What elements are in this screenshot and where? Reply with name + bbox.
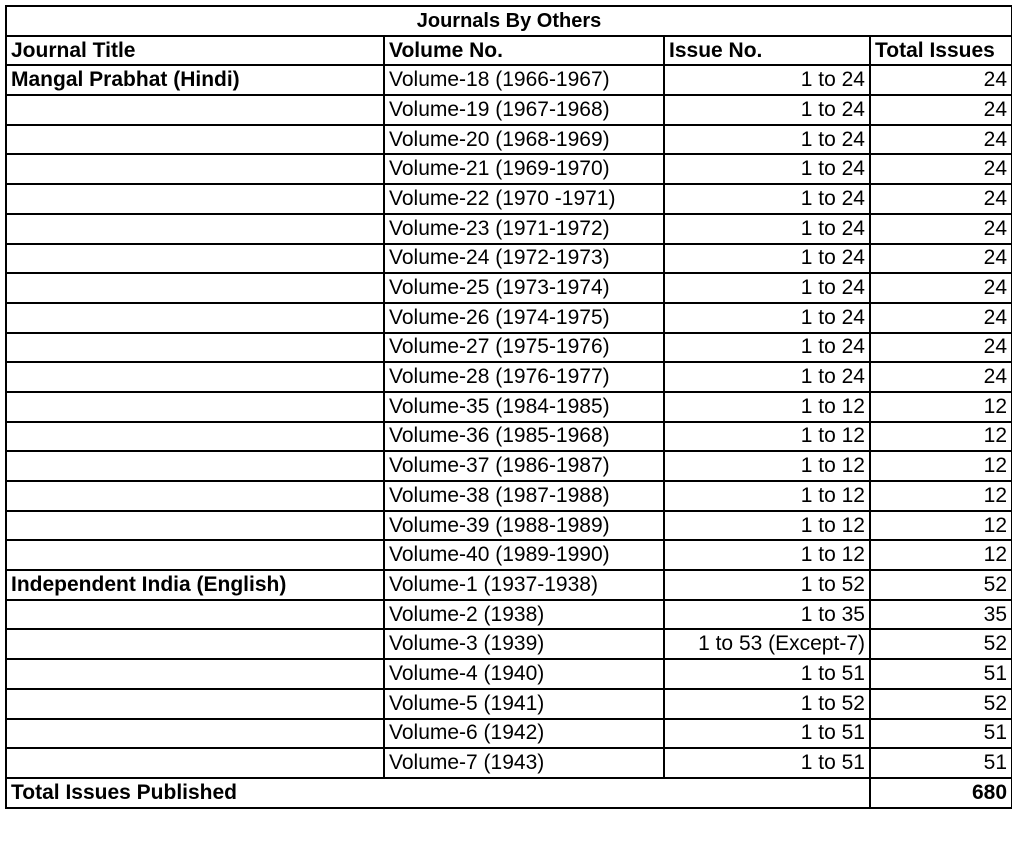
journal-cell[interactable] [6,244,384,274]
table-row [6,719,1012,749]
total-cell[interactable]: 12 [870,422,1012,452]
issue-cell[interactable]: 1 to 52 [664,570,870,600]
journal-cell[interactable] [6,333,384,363]
issue-cell[interactable]: 1 to 24 [664,333,870,363]
journal-cell[interactable] [6,748,384,778]
issue-cell[interactable]: 1 to 51 [664,659,870,689]
total-cell[interactable]: 51 [870,659,1012,689]
journal-cell[interactable] [6,303,384,333]
volume-cell[interactable]: Volume-25 (1973-1974) [384,273,664,303]
volume-cell[interactable]: Volume-27 (1975-1976) [384,333,664,363]
issue-cell[interactable]: 1 to 12 [664,511,870,541]
table-row [6,125,1012,155]
journal-cell[interactable] [6,689,384,719]
volume-cell[interactable]: Volume-3 (1939) [384,629,664,659]
table-row [6,422,1012,452]
header-volume-no[interactable]: Volume No. [384,36,664,66]
journal-cell[interactable] [6,481,384,511]
table-row [6,748,1012,778]
journal-cell[interactable] [6,214,384,244]
journal-cell[interactable] [6,184,384,214]
table-title[interactable]: Journals By Others [6,6,1012,36]
total-cell[interactable]: 24 [870,303,1012,333]
volume-cell[interactable]: Volume-36 (1985-1968) [384,422,664,452]
table-row [6,570,1012,600]
total-cell[interactable]: 52 [870,570,1012,600]
volume-cell[interactable]: Volume-23 (1971-1972) [384,214,664,244]
total-row [6,778,1012,808]
grand-total-cell[interactable]: 680 [870,778,1012,808]
journal-cell[interactable]: Mangal Prabhat (Hindi) [6,65,384,95]
journal-cell[interactable] [6,154,384,184]
table-row [6,273,1012,303]
issue-cell[interactable]: 1 to 24 [664,154,870,184]
table-row [6,481,1012,511]
volume-cell[interactable]: Volume-20 (1968-1969) [384,125,664,155]
journals-table [5,5,1012,809]
journal-cell[interactable] [6,273,384,303]
table-row [6,600,1012,630]
journal-cell[interactable] [6,362,384,392]
issue-cell[interactable]: 1 to 24 [664,244,870,274]
total-cell[interactable]: 12 [870,540,1012,570]
total-cell[interactable]: 52 [870,629,1012,659]
volume-cell[interactable]: Volume-6 (1942) [384,719,664,749]
total-cell[interactable]: 12 [870,511,1012,541]
total-cell[interactable]: 24 [870,362,1012,392]
table-row [6,95,1012,125]
journal-cell[interactable] [6,95,384,125]
total-cell[interactable]: 12 [870,451,1012,481]
volume-cell[interactable]: Volume-37 (1986-1987) [384,451,664,481]
volume-cell[interactable]: Volume-19 (1967-1968) [384,95,664,125]
journal-cell[interactable] [6,540,384,570]
total-cell[interactable]: 52 [870,689,1012,719]
issue-cell[interactable]: 1 to 24 [664,65,870,95]
header-total-issues[interactable]: Total Issues [870,36,1012,66]
volume-cell[interactable]: Volume-5 (1941) [384,689,664,719]
header-row [6,36,1012,66]
journal-cell[interactable] [6,451,384,481]
journal-cell[interactable] [6,125,384,155]
volume-cell[interactable]: Volume-2 (1938) [384,600,664,630]
total-cell[interactable]: 35 [870,600,1012,630]
issue-cell[interactable]: 1 to 12 [664,481,870,511]
journal-cell[interactable]: Independent India (English) [6,570,384,600]
journal-cell[interactable] [6,511,384,541]
table-row [6,65,1012,95]
table-row [6,629,1012,659]
total-cell[interactable]: 24 [870,184,1012,214]
journal-cell[interactable] [6,392,384,422]
table-row [6,362,1012,392]
total-cell[interactable]: 24 [870,125,1012,155]
table-row [6,511,1012,541]
issue-cell[interactable]: 1 to 24 [664,184,870,214]
total-cell[interactable]: 24 [870,333,1012,363]
volume-cell[interactable]: Volume-18 (1966-1967) [384,65,664,95]
journal-cell[interactable] [6,659,384,689]
volume-cell[interactable]: Volume-24 (1972-1973) [384,244,664,274]
total-label-cell[interactable]: Total Issues Published [6,778,870,808]
issue-cell[interactable]: 1 to 24 [664,303,870,333]
issue-cell[interactable]: 1 to 51 [664,719,870,749]
issue-cell[interactable]: 1 to 51 [664,748,870,778]
volume-cell[interactable]: Volume-38 (1987-1988) [384,481,664,511]
volume-cell[interactable]: Volume-1 (1937-1938) [384,570,664,600]
journal-cell[interactable] [6,629,384,659]
header-issue-no[interactable]: Issue No. [664,36,870,66]
table-row [6,154,1012,184]
title-row [6,6,1012,36]
total-cell[interactable]: 12 [870,481,1012,511]
journal-cell[interactable] [6,719,384,749]
total-cell[interactable]: 24 [870,273,1012,303]
issue-cell[interactable]: 1 to 12 [664,392,870,422]
total-cell[interactable]: 24 [870,244,1012,274]
table-row [6,244,1012,274]
issue-cell[interactable]: 1 to 24 [664,273,870,303]
issue-cell[interactable]: 1 to 53 (Except-7) [664,629,870,659]
total-cell[interactable]: 51 [870,719,1012,749]
issue-cell[interactable]: 1 to 24 [664,362,870,392]
table-row [6,333,1012,363]
volume-cell[interactable]: Volume-22 (1970 -1971) [384,184,664,214]
journal-cell[interactable] [6,600,384,630]
table-row [6,303,1012,333]
table-row [6,451,1012,481]
table-row [6,392,1012,422]
volume-cell[interactable]: Volume-26 (1974-1975) [384,303,664,333]
issue-cell[interactable]: 1 to 12 [664,540,870,570]
table-row [6,689,1012,719]
issue-cell[interactable]: 1 to 24 [664,214,870,244]
volume-cell[interactable]: Volume-4 (1940) [384,659,664,689]
issue-cell[interactable]: 1 to 24 [664,95,870,125]
volume-cell[interactable]: Volume-7 (1943) [384,748,664,778]
volume-cell[interactable]: Volume-39 (1988-1989) [384,511,664,541]
issue-cell[interactable]: 1 to 35 [664,600,870,630]
header-journal-title[interactable]: Journal Title [6,36,384,66]
table-row [6,659,1012,689]
total-cell[interactable]: 24 [870,65,1012,95]
volume-cell[interactable]: Volume-35 (1984-1985) [384,392,664,422]
issue-cell[interactable]: 1 to 52 [664,689,870,719]
total-cell[interactable]: 12 [870,392,1012,422]
total-cell[interactable]: 24 [870,154,1012,184]
issue-cell[interactable]: 1 to 12 [664,451,870,481]
table-row [6,184,1012,214]
table-row [6,214,1012,244]
total-cell[interactable]: 24 [870,95,1012,125]
volume-cell[interactable]: Volume-40 (1989-1990) [384,540,664,570]
volume-cell[interactable]: Volume-21 (1969-1970) [384,154,664,184]
issue-cell[interactable]: 1 to 12 [664,422,870,452]
total-cell[interactable]: 24 [870,214,1012,244]
table-row [6,540,1012,570]
volume-cell[interactable]: Volume-28 (1976-1977) [384,362,664,392]
journal-cell[interactable] [6,422,384,452]
total-cell[interactable]: 51 [870,748,1012,778]
issue-cell[interactable]: 1 to 24 [664,125,870,155]
